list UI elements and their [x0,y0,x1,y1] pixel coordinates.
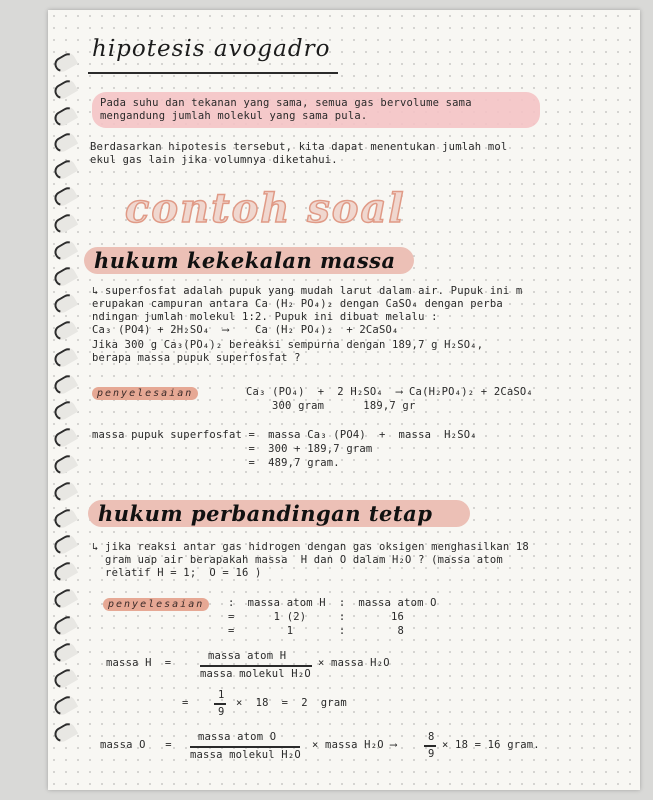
massa-h-label: massa H = [106,657,172,669]
s1-problem-2: erupakan campuran antara Ca (H₂ PO₄)₂ dengan CaSO₄ dengan perba [92,298,503,310]
section1-heading: hukum kekekalan massa [94,248,396,273]
s2-problem-2: gram uap air berapakah massa H dan O dalam H₂O ? (massa atom [92,554,503,566]
massa-h-denominator: massa molekul H₂O [200,668,311,680]
highlight-line-2: mengandung jumlah molekul yang sama pula. [100,110,368,122]
massa-o-numerator: massa atom O [198,731,277,743]
spiral-hole [52,292,79,316]
s2-problem-1: ↳ jika reaksi antar gas hidrogen dengan gas oksigen menghasilkan 18 [92,541,529,553]
spiral-hole [52,158,79,182]
spiral-hole [52,479,79,503]
massa-o-result: × 18 = 16 gram. [442,739,540,751]
s2-problem-3: relatif H = 1; O = 16 ) [92,567,262,579]
s1-solution-3: = 489,7 gram. [92,457,340,469]
spiral-hole [52,77,79,101]
s1-penyelesaian-label: penyelesaian [92,387,198,400]
section2-heading: hukum perbandingan tetap [98,501,433,526]
spiral-hole [52,265,79,289]
s1-problem-6: berapa massa pupuk superfosfat ? [92,352,301,364]
spiral-hole [52,399,79,423]
massa-o-frac-den: 9 [428,748,435,760]
s1-reaction-masses: 300 gram 189,7 gr [272,400,416,412]
spiral-hole [52,211,79,235]
s2-ratio-1: : massa atom H : massa atom O [228,597,437,609]
spiral-hole [52,185,79,209]
massa-h-calc-num: 1 [218,689,225,701]
s1-problem-1: ↳ superfosfat adalah pupuk yang mudah larut dalam air. Pupuk ini m [92,285,523,297]
massa-h-calc-tail: × 18 = 2 gram [236,697,347,709]
spiral-hole [52,426,79,450]
spiral-hole [52,104,79,128]
massa-o-tail: × massa H₂O ⟶ [312,739,397,751]
s2-ratio-3: = 1 : 8 [228,625,405,637]
massa-o-fraction-bar [190,746,300,748]
massa-h-calc-bar [214,703,226,705]
massa-h-calc-eq: = [182,697,189,709]
spiral-hole [52,533,79,557]
s1-problem-4: Ca₃ (PO4) + 2H₂SO₄ ⟶ Ca (H₂ PO₄)₂ + 2CaSO₄ [92,324,399,336]
spiral-hole [52,453,79,477]
page-title: hipotesis avogadro [92,36,331,62]
s1-solution-1: massa pupuk superfosfat = massa Ca₃ (PO4) + massa H₂SO₄ [92,429,477,441]
intro-line-1: Berdasarkan hipotesis tersebut, kita dapat menentukan jumlah mol [90,141,508,153]
massa-h-calc-den: 9 [218,706,225,718]
contoh-soal-title: contoh soal [125,185,406,232]
spiral-hole [52,721,79,745]
s2-penyelesaian-label: penyelesaian [103,598,209,611]
massa-h-numerator: massa atom H [208,650,287,662]
spiral-hole [52,667,79,691]
spiral-hole [52,560,79,584]
s2-ratio-2: = 1 (2) : 16 [228,611,405,623]
massa-o-frac-num: 8 [428,731,435,743]
spiral-hole [52,613,79,637]
spiral-hole [52,131,79,155]
spiral-hole [52,640,79,664]
highlight-line-1: Pada suhu dan tekanan yang sama, semua gas bervolume sama [100,97,472,109]
spiral-hole [52,506,79,530]
spiral-holes [54,55,78,755]
spiral-hole [52,372,79,396]
spiral-hole [52,345,79,369]
massa-o-frac-bar [424,745,436,747]
spiral-hole [52,587,79,611]
massa-h-tail: × massa H₂O [318,657,390,669]
intro-line-2: ekul gas lain jika volumnya diketahui. [90,154,338,166]
title-underline [88,72,338,74]
s1-problem-5: Jika 300 g Ca₃(PO₄)₂ bereaksi sempurna dengan 189,7 g H₂SO₄, [92,339,484,351]
spiral-hole [52,238,79,262]
spiral-hole [52,51,79,75]
spiral-hole [52,694,79,718]
spiral-hole [52,319,79,343]
s1-problem-3: ndingan jumlah molekul 1:2. Pupuk ini dibuat melalu : [92,311,438,323]
massa-o-denominator: massa molekul H₂O [190,749,301,761]
massa-o-label: massa O = [100,739,172,751]
massa-h-fraction-bar [200,665,312,667]
s1-solution-2: = 300 + 189,7 gram [92,443,373,455]
s1-reaction: Ca₃ (PO₄) + 2 H₂SO₄ ⟶ Ca(H₂PO₄)₂ + 2CaSO₄ [246,386,533,398]
